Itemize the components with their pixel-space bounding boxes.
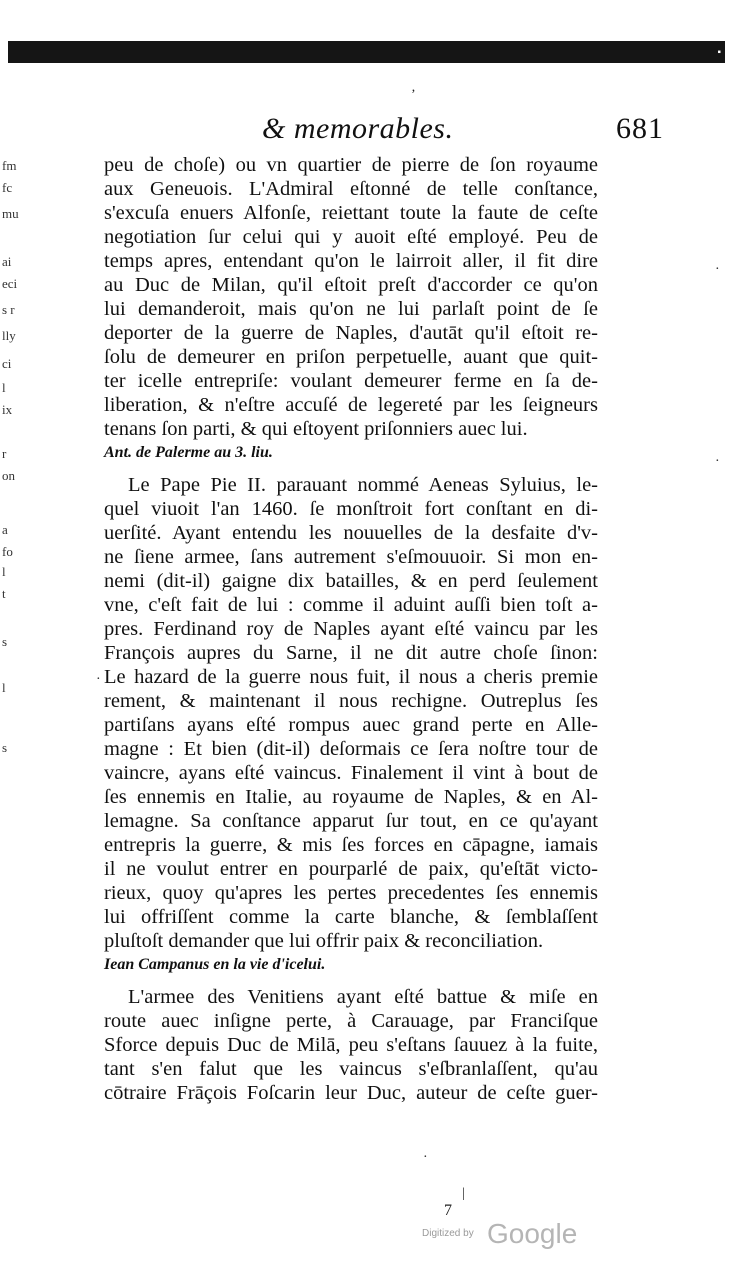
google-watermark: Google (487, 1218, 578, 1249)
text-line: peu de choſe) ou vn quartier de pierre de ſon royaume (104, 154, 598, 176)
text-line: nemi (dit-il) gaigne dix batailles, & en perd ſeulement (104, 570, 598, 592)
text-line: vne, c'eſt fait de lui : comme il aduint auſſi bien toſt a- (104, 594, 598, 616)
text-line: aux Geneuois. L'Admiral eſtonné de telle conſtance, (104, 178, 598, 200)
margin-fragment: s (2, 634, 8, 649)
margin-fragment: ix (2, 402, 13, 417)
paragraph-1 (104, 153, 598, 465)
text-line: pres. Ferdinand roy de Naples ayant eſté vaincu par les (104, 618, 598, 640)
margin-fragment: r (2, 446, 7, 461)
margin-fragment: fm (2, 158, 17, 173)
edge-mark: ▪ (717, 47, 721, 58)
stray-mark: | (462, 1186, 465, 1201)
margin-fragment: a (2, 522, 8, 537)
stray-mark: · (423, 1150, 428, 1165)
text-line: temps apres, entendant qu'on le lairroit aller, il fit dire (104, 250, 598, 272)
text-line: lemagne. Sa conſtance apparut ſur tout, en ce qu'ayant (104, 810, 598, 832)
text-line: rieux, quoy qu'apres les pertes precedentes ſes ennemis (104, 882, 598, 904)
text-line: tant s'en falut que les vaincus s'eſbranlaſſent, qu'au (104, 1058, 598, 1080)
stray-mark: · (715, 262, 720, 277)
text-line: route auec inſigne perte, à Carauage, par Franciſque (104, 1010, 598, 1032)
margin-fragment: s (2, 740, 8, 755)
source-citation: Ant. de Palerme au 3. liu. (104, 444, 273, 461)
text-line: magne : Et bien (dit-il) deſormais ce ſera noſtre tour de (104, 738, 598, 760)
text-line: rement, & maintenant il nous rechigne. Outreplus ſes (104, 690, 598, 712)
text-line: liberation, & n'eſtre accuſé de legereté par les ſeigneurs (104, 394, 598, 416)
text-line: s'excuſa enuers Alfonſe, reiettant toute la faute de ceſte (104, 202, 598, 224)
text-line: au Duc de Milan, qu'il eſtoit preſt d'accorder ce qu'on (104, 274, 598, 296)
text-line: quel viuoit l'an 1460. ſe monſtroit fort conſtant en di- (104, 498, 598, 520)
text-line: cōtraire Frāçois Foſcarin leur Duc, auteur de ceſte guer- (104, 1082, 598, 1104)
stray-mark: · (715, 454, 720, 469)
margin-fragment: mu (2, 206, 19, 221)
margin-fragment: eci (2, 276, 18, 291)
margin-fragment: l (2, 680, 6, 695)
text-line: ſolu de demeurer en priſon perpetuelle, auant que quit- (104, 346, 598, 368)
text-line: Sforce depuis Duc de Milā, peu s'eſtans ſauuez à la fuite, (104, 1034, 598, 1056)
page-body (104, 153, 598, 1105)
text-line: lui offriſſent comme la carte blanche, & ſemblaſſent (104, 906, 598, 928)
text-line: il ne voulut entrer en pourparlé de paix, qu'eſtāt victo- (104, 858, 598, 880)
page-number: 681 (616, 112, 664, 145)
text-line: uerſité. Ayant entendu les nouuelles de la desfaite d'v- (104, 522, 598, 544)
margin-fragment: fc (2, 180, 13, 195)
margin-fragment: ci (2, 356, 12, 371)
digitized-by-label: Digitized by (422, 1228, 474, 1239)
text-line: ne ſiene armee, ſans autrement s'eſmouuoir. Si mon en- (104, 546, 598, 568)
text-line: partiſans ayans eſté rompus auec grand perte en Alle- (104, 714, 598, 736)
source-citation: Iean Campanus en la vie d'icelui. (104, 956, 326, 973)
text-line: entrepris la guerre, & mis ſes forces en cāpagne, iamais (104, 834, 598, 856)
running-head-title: & memorables. (262, 112, 454, 145)
paragraph-2 (104, 473, 598, 977)
margin-fragment: lly (2, 328, 16, 343)
margin-fragment: s r (2, 302, 15, 317)
text-line: lui demanderoit, mais qu'on ne lui parlaſt point de ſe (104, 298, 598, 320)
margin-fragment: l (2, 380, 6, 395)
text-line: vaincre, ayans eſté vaincus. Finalement il vint à bout de (104, 762, 598, 784)
text-line: Le hazard de la guerre nous fuit, il nous a cheris premie (104, 666, 598, 688)
page-top-edge (8, 41, 725, 63)
margin-fragment: t (2, 586, 6, 601)
text-line: ter icelle entrepriſe: voulant demeurer ferme en ſa de- (104, 370, 598, 392)
margin-fragment: fo (2, 544, 13, 559)
margin-fragment: l (2, 564, 6, 579)
text-line: pluſtoſt demander que lui offrir paix & reconciliation. (104, 930, 544, 952)
paragraph-3 (104, 985, 598, 1105)
left-margin-fragments (2, 150, 48, 1150)
text-line: ſes ennemis en Italie, au royaume de Naples, & en Al- (104, 786, 598, 808)
signature-mark: 7 (444, 1202, 452, 1219)
margin-fragment: on (2, 468, 15, 483)
text-line: deporter de la guerre de Naples, d'autāt qu'il eſtoit re- (104, 322, 598, 344)
text-line: Le Pape Pie II. parauant nommé Aeneas Syluius, le- (128, 474, 598, 496)
text-line: François aupres du Sarne, il ne dit autre choſe ſinon: (104, 642, 598, 664)
text-line: tenans ſon parti, & qui eſtoyent priſonniers auec lui. (104, 418, 528, 440)
stray-mark: · (96, 672, 101, 687)
text-line: negotiation ſur celui qui y auoit eſté employé. Peu de (104, 226, 598, 248)
text-line: L'armee des Venitiens ayant eſté battue & miſe en (128, 986, 598, 1008)
margin-fragment: ai (2, 254, 12, 269)
stray-mark: ‚ (411, 80, 416, 95)
